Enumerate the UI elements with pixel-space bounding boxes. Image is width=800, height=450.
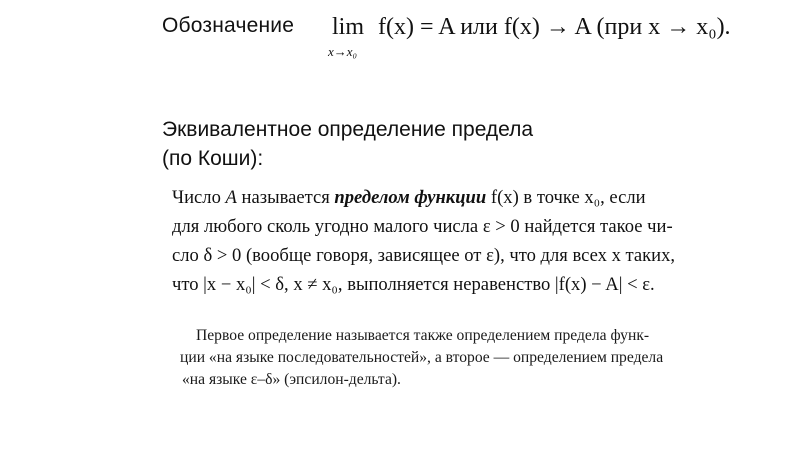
cauchy-definition [172,183,682,299]
limit-formula [328,14,731,59]
remark-line-3: «на языке ε–δ» (эпсилон-дельта). [182,371,401,388]
heading [162,115,533,173]
notation-label: Обозначение [162,14,295,37]
definition-line-2: для любого сколь угодно малого числа ε > 0 найдется такое чи- [172,216,673,237]
definition-text: f(x) в точке x₀, если [486,187,646,208]
remark-line-1: Первое определение называется также определением предела функ- [196,327,650,344]
heading-line-2: (по Коши): [162,147,264,170]
definition-line-4: что |x − x₀| < δ, x ≠ x₀, выполняется неравенство |f(x) − A| < ε. [172,274,655,295]
heading-line-1: Эквивалентное определение предела [162,118,534,141]
lim-subscript: x→x₀ [328,44,358,59]
remark-note [180,325,664,391]
definition-variable-A: A [225,187,237,208]
lim-operator [328,14,372,59]
lim-word: lim [332,14,365,40]
definition-line-1 [172,183,682,212]
definition-line-3: сло δ > 0 (вообще говоря, зависящее от ε), что для всех x таких, [172,245,676,266]
definition-text: Число [172,187,226,208]
definition-text: называется [236,187,335,208]
definition-term: пределом функции [334,187,487,208]
remark-line-2: ции «на языке последовательностей», а второе — определением предела [180,349,664,366]
formula-rest: f(x) = A или f(x) → A (при x → x₀). [378,14,731,40]
